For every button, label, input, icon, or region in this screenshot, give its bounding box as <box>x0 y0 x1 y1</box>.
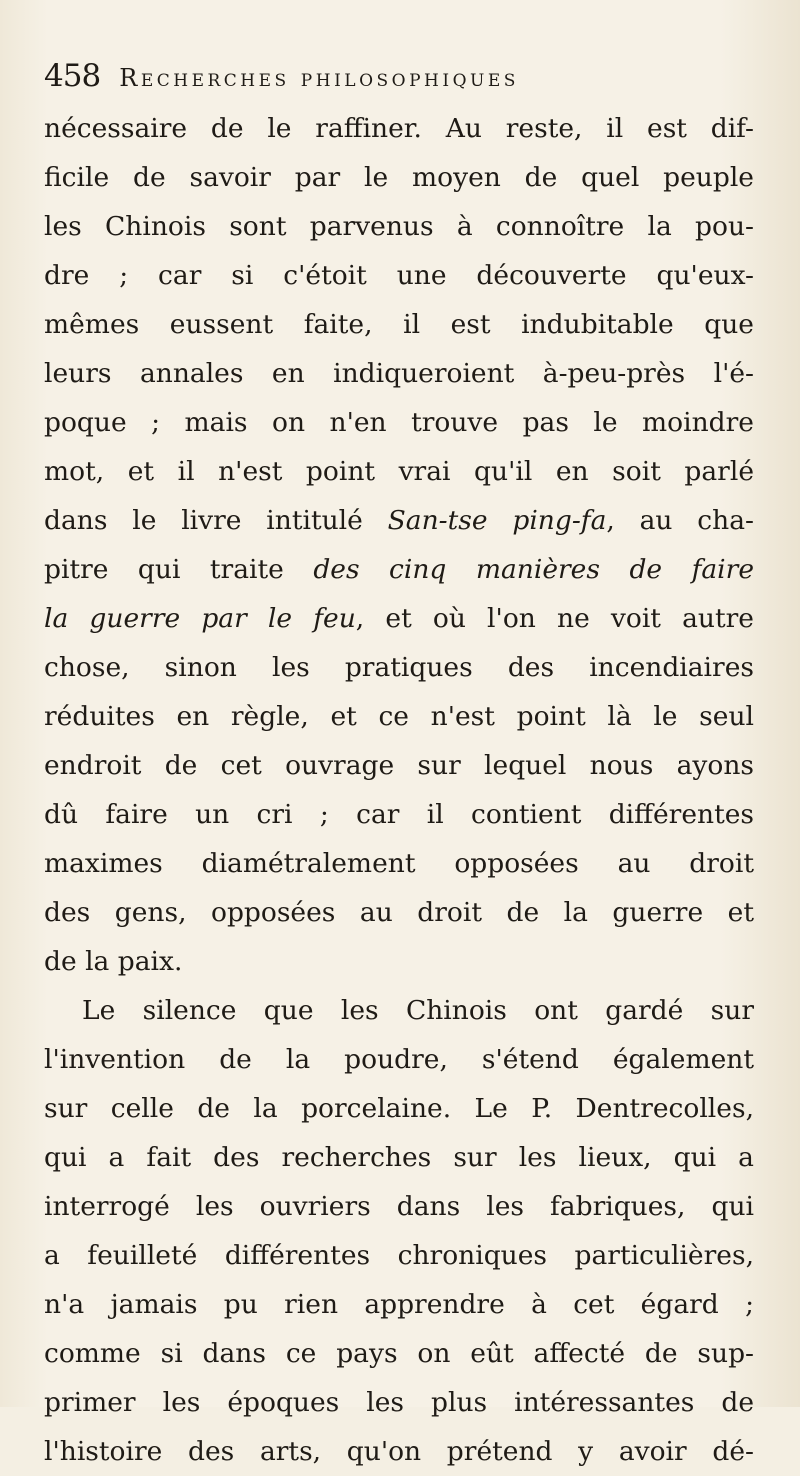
text-line <box>44 594 754 643</box>
text-segment: dans le livre intitulé <box>44 505 388 536</box>
text-line: chose, sinon les pratiques des incendiaires <box>44 652 754 683</box>
text-line: nécessaire de le raffiner. Au reste, il est dif- <box>44 113 754 144</box>
text-line: interrogé les ouvriers dans les fabriques, qui <box>44 1191 754 1222</box>
text-line: endroit de cet ouvrage sur lequel nous ayons <box>44 750 754 781</box>
text-segment: pitre qui traite <box>44 554 314 585</box>
text-line: ficile de savoir par le moyen de quel peuple <box>44 162 754 193</box>
text-line: sur celle de la porcelaine. Le P. Dentrecolles, <box>44 1093 754 1124</box>
running-head <box>44 58 744 106</box>
text-line <box>44 545 754 594</box>
page-number: 458 <box>44 58 101 94</box>
text-segment: , au cha- <box>606 505 754 536</box>
text-line: dû faire un cri ; car il contient différentes <box>44 799 754 830</box>
body-text <box>44 104 754 1476</box>
text-line: dre ; car si c'étoit une découverte qu'eux- <box>44 260 754 291</box>
text-line: qui a fait des recherches sur les lieux, qui a <box>44 1142 754 1173</box>
text-line: mot, et il n'est point vrai qu'il en soit parlé <box>44 456 754 487</box>
text-line: primer les époques les plus intéressantes de <box>44 1387 754 1418</box>
text-line: leurs annales en indiqueroient à-peu-près l'é- <box>44 358 754 389</box>
text-segment: , et où l'on ne voit autre <box>355 603 754 634</box>
text-line: mêmes eussent faite, il est indubitable que <box>44 309 754 340</box>
text-line: poque ; mais on n'en trouve pas le moindre <box>44 407 754 438</box>
text-line: réduites en règle, et ce n'est point là le seul <box>44 701 754 732</box>
text-line: a feuilleté différentes chroniques particulières, <box>44 1240 754 1271</box>
text-line: maximes diamétralement opposées au droit <box>44 848 754 879</box>
text-line: des gens, opposées au droit de la guerre et <box>44 897 754 928</box>
italic-title: la guerre par le feu <box>44 603 356 634</box>
text-line: n'a jamais pu rien apprendre à cet égard ; <box>44 1289 754 1320</box>
running-title: Recherches philosophiques <box>119 64 519 92</box>
text-line: l'invention de la poudre, s'étend également <box>44 1044 754 1075</box>
text-line: de la paix. <box>44 946 183 977</box>
text-line: l'histoire des arts, qu'on prétend y avoir dé- <box>44 1436 754 1467</box>
text-line: les Chinois sont parvenus à connoître la pou- <box>44 211 754 242</box>
text-line: Le silence que les Chinois ont gardé sur <box>82 995 754 1026</box>
italic-title: San-tse ping-fa <box>387 505 607 536</box>
text-line <box>44 496 754 545</box>
italic-title: des cinq manières de faire <box>313 554 754 585</box>
text-line: comme si dans ce pays on eût affecté de sup- <box>44 1338 754 1369</box>
